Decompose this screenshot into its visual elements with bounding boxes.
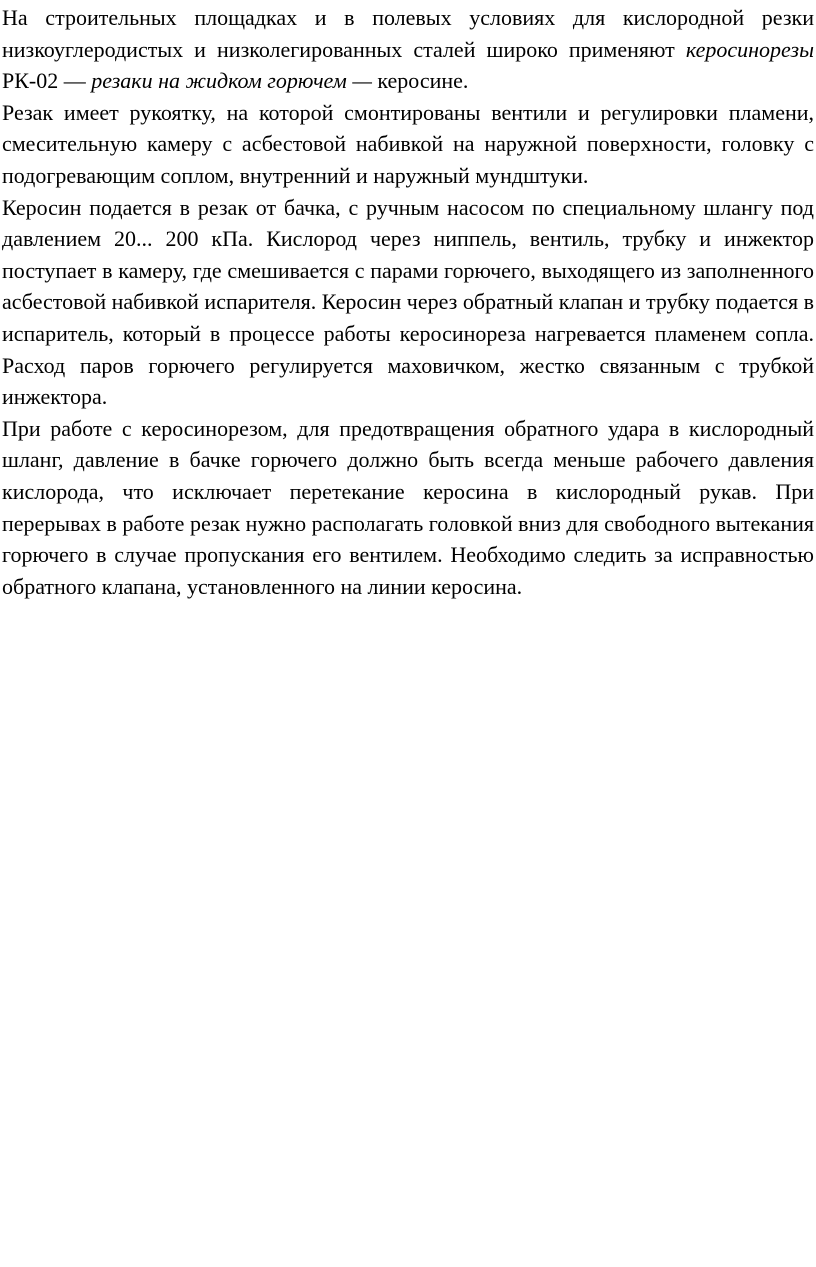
- intro-text-end: керосине.: [371, 68, 469, 94]
- intro-text-start: На строительных площадках и в полевых условиях для кислородной резки низкоуглеродистых и низколегированных сталей широко применяют: [2, 5, 814, 62]
- paragraph-kerosene-supply: Керосин подается в резак от бачка, с ручным насосом по специальному шлангу под давлением 20... 200 кПа. Кислород через ниппель, вентиль, трубку и инжектор поступает в камеру, где смешивается с парами горючего, выходящего из заполненного асбестовой набивкой испарителя. Керосин через обратный клапан и трубку подается в испаритель, который в процессе работы керосинореза нагревается пламенем сопла. Расход паров горючего регулируется маховичком, жестко связанным с трубкой инжектора.: [2, 194, 814, 410]
- model-name: РК-02 —: [2, 68, 92, 94]
- term-kerosene-cutters: керосинорезы: [685, 36, 814, 62]
- paragraph-cutter-structure: Резак имеет рукоятку, на которой смонтированы вентили и регулировки пламени, смесительную камеру с асбестовой набивкой на наружной поверхности, головку с подогревающим соплом, внутренний и наружный мундштуки.: [2, 99, 814, 188]
- term-liquid-fuel-cutters: резаки на жидком горючем —: [91, 68, 372, 94]
- document-page: [2, 0, 814, 602]
- paragraph-intro: [2, 2, 814, 97]
- paragraph-safety: При работе с керосинорезом, для предотвращения обратного удара в кислородный шланг, давление в бачке горючего должно быть всегда меньше рабочего давления кислорода, что исключает перетекание керосина в кислородный рукав. При перерывах в работе резак нужно располагать головкой вниз для свободного вытекания горючего в случае пропускания его вентилем. Необходимо следить за исправностью обратного клапана, установленного на линии керосина.: [2, 415, 814, 599]
